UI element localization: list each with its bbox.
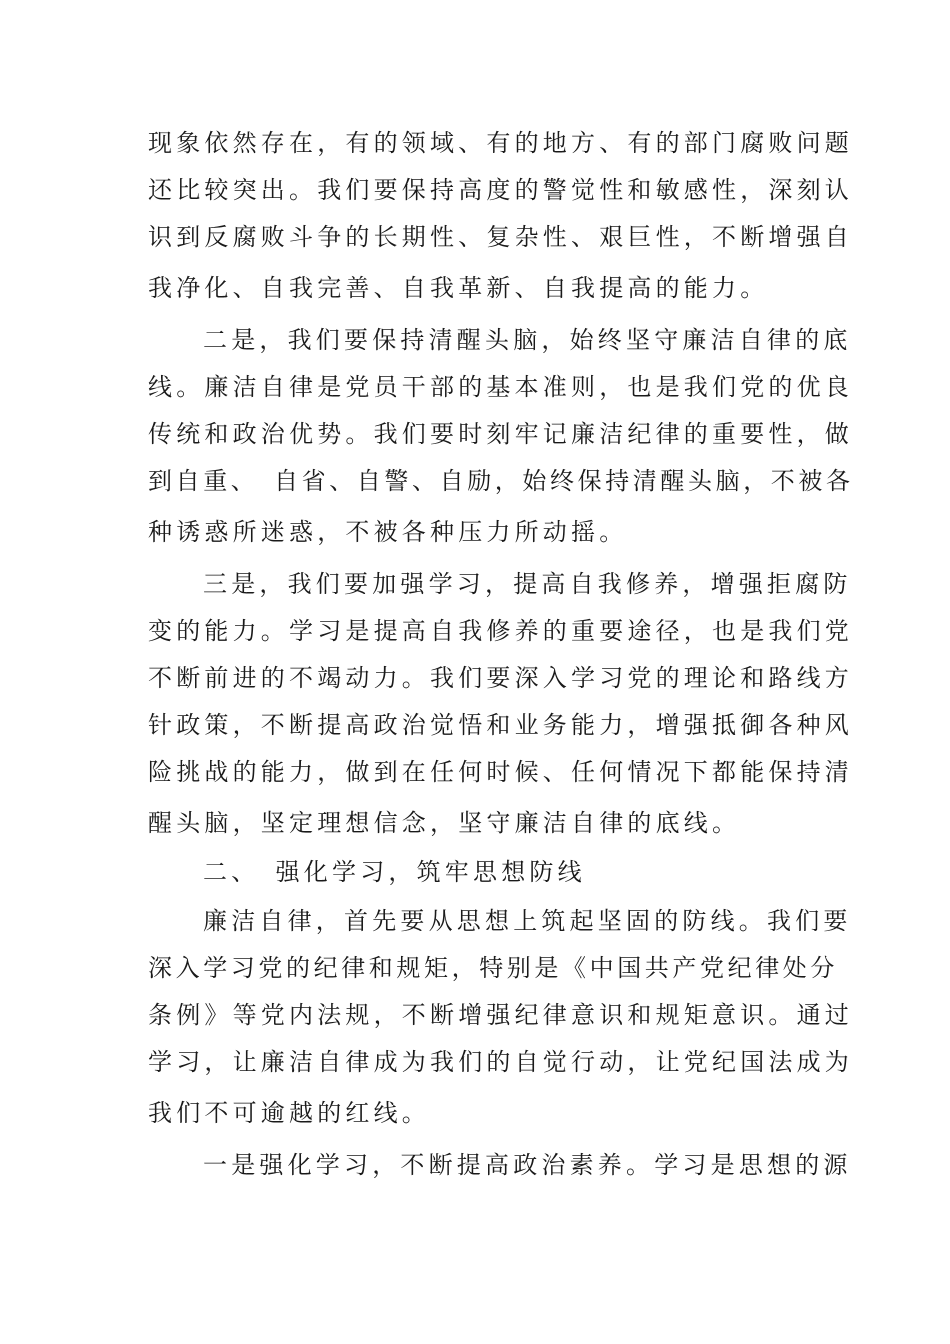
body-text-line: 现象依然存在，有的领域、有的地方、有的部门腐败问题 [148, 129, 853, 157]
body-text-line: 种诱惑所迷惑，不被各种压力所动摇。 [148, 518, 628, 546]
body-text-line: 识到反腐败斗争的长期性、复杂性、艰巨性，不断增强自 [148, 223, 853, 251]
body-text-line: 针政策，不断提高政治觉悟和业务能力，增强抵御各种风 [148, 711, 853, 739]
body-text-line: 险挑战的能力，做到在任何时候、任何情况下都能保持清 [148, 758, 853, 786]
body-text-line: 不断前进的不竭动力。我们要深入学习党的理论和路线方 [148, 664, 853, 692]
body-text-line: 深入学习党的纪律和规矩，特别是《中国共产党纪律处分 [148, 954, 838, 982]
section-heading: 二、 强化学习，筑牢思想防线 [203, 858, 586, 886]
body-text-line: 到自重、 自省、自警、自励，始终保持清醒头脑，不被各 [148, 467, 854, 495]
body-text-line: 醒头脑，坚定理想信念，坚守廉洁自律的底线。 [148, 809, 741, 837]
body-text-line: 我净化、自我完善、自我革新、自我提高的能力。 [148, 274, 769, 302]
body-text-line: 廉洁自律，首先要从思想上筑起坚固的防线。我们要 [203, 907, 852, 935]
body-text-line: 我们不可逾越的红线。 [148, 1099, 430, 1127]
body-text-line: 三是，我们要加强学习，提高自我修养，增强拒腐防 [203, 570, 852, 598]
body-text-line: 传统和政治优势。我们要时刻牢记廉洁纪律的重要性，做 [148, 420, 853, 448]
body-text-line: 条例》等党内法规，不断增强纪律意识和规矩意识。通过 [148, 1001, 853, 1029]
body-text-line: 还比较突出。我们要保持高度的警觉性和敏感性，深刻认 [148, 176, 853, 204]
body-text-line: 二是，我们要保持清醒头脑，始终坚守廉洁自律的底 [203, 326, 852, 354]
body-text-line: 线。廉洁自律是党员干部的基本准则，也是我们党的优良 [148, 373, 853, 401]
body-text-line: 变的能力。学习是提高自我修养的重要途径，也是我们党 [148, 617, 853, 645]
body-text-line: 学习，让廉洁自律成为我们的自觉行动，让党纪国法成为 [148, 1048, 853, 1076]
body-text-line: 一是强化学习，不断提高政治素养。学习是思想的源 [203, 1151, 852, 1179]
